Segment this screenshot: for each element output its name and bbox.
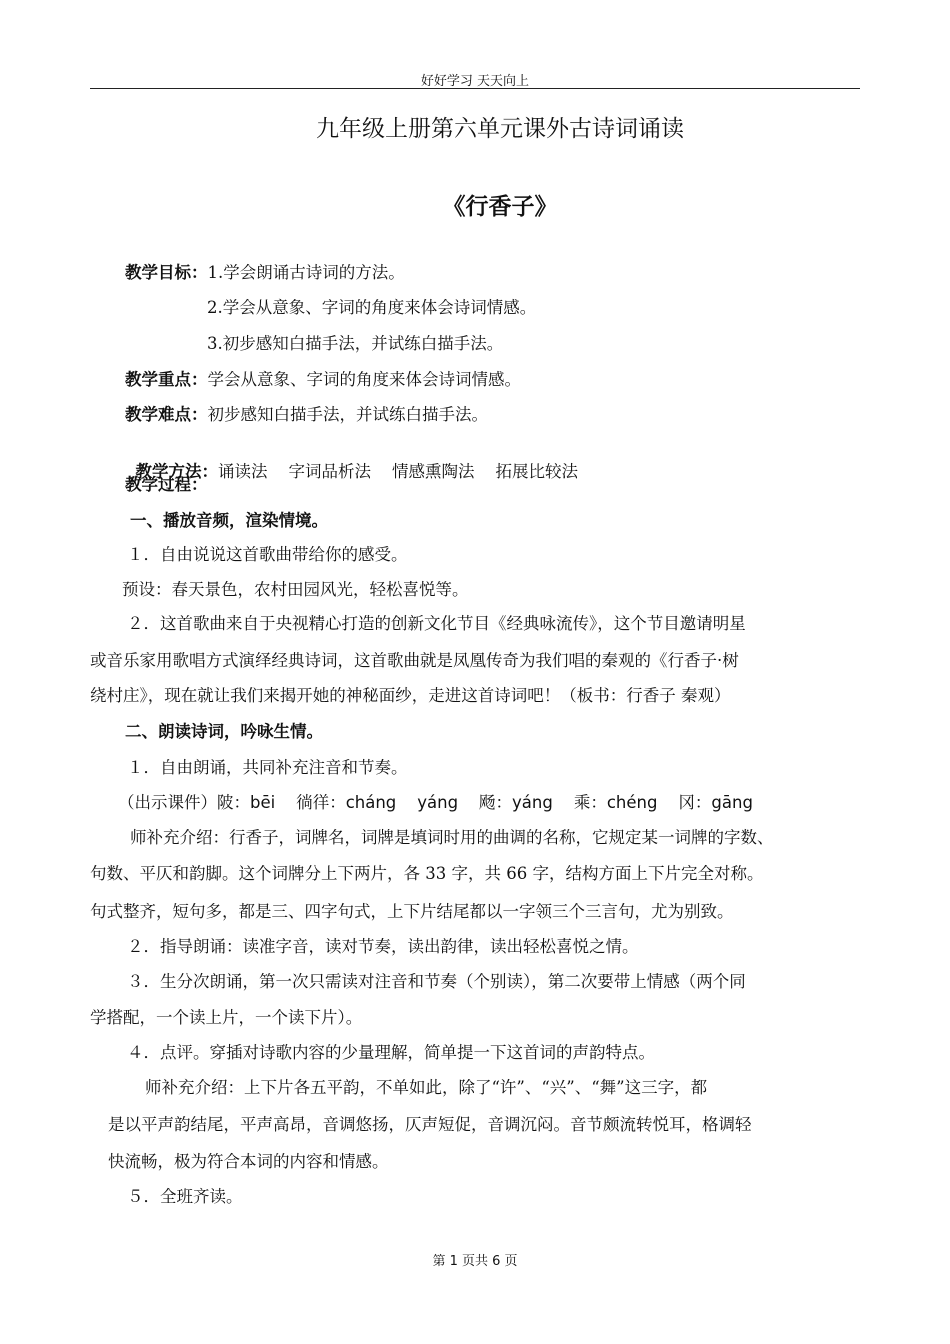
paragraph-line: ５．全班齐读。 bbox=[127, 1187, 243, 1206]
paragraph-line: 句数、平仄和韵脚。这个词牌分上下两片，各 33 字，共 66 字，结构方面上下片完全对称。 bbox=[90, 864, 764, 883]
poem-title: 《行香子》 bbox=[442, 194, 558, 220]
paragraph-line: 是以平声韵结尾，平声高昂，音调悠扬，仄声短促，音调沉闷。音节颇流转悦耳，格调轻 bbox=[108, 1115, 752, 1134]
paragraph-line: 师补充介绍：上下片各五平韵，不单如此，除了“许”、“兴”、“舞”这三字，都 bbox=[145, 1078, 708, 1097]
paragraph-line: 或音乐家用歌唱方式演绎经典诗词，这首歌曲就是凤凰传奇为我们唱的秦观的《行香子·树 bbox=[90, 651, 739, 670]
section-heading: 一、播放音频，渲染情境。 bbox=[130, 511, 328, 530]
paragraph-line: １．自由朗诵，共同补充注音和节奏。 bbox=[127, 758, 408, 777]
objective-item: 3.初步感知白描手法，并试练白描手法。 bbox=[207, 334, 504, 353]
paragraph-line: ２．指导朗诵：读准字音，读对节奏，读出韵律，读出轻松喜悦之情。 bbox=[127, 937, 639, 956]
section-heading: 二、朗读诗词，吟咏生情。 bbox=[125, 722, 323, 741]
page-footer: 第 1 页共 6 页 bbox=[432, 1254, 518, 1269]
page-header: 好好学习 天天向上 bbox=[420, 74, 530, 89]
objective-item: 1.学会朗诵古诗词的方法。 bbox=[207, 263, 405, 282]
paragraph-line: ３．生分次朗诵，第一次只需读对注音和节奏（个别读），第二次要带上情感（两个同 bbox=[127, 972, 746, 991]
pinyin-line: （出示课件）陂：bēi 徜徉：cháng yáng 飏：yáng 乘：chéng 冈：gāng bbox=[118, 793, 753, 812]
methods-label: 教学方法： bbox=[135, 462, 218, 481]
paragraph-line: 绕村庄》，现在就让我们来揭开她的神秘面纱，走进这首诗词吧！（板书：行香子 秦观） bbox=[90, 686, 731, 705]
page-title: 九年级上册第六单元课外古诗词诵读 bbox=[316, 116, 684, 142]
difficulty-text: 初步感知白描手法，并试练白描手法。 bbox=[207, 405, 488, 424]
process-label: 教学过程： bbox=[125, 475, 208, 494]
paragraph-line: 句式整齐，短句多，都是三、四字句式，上下片结尾都以一字领三个三言句，尤为别致。 bbox=[90, 902, 734, 921]
key-point-row bbox=[125, 369, 521, 391]
paragraph-line: 预设：春天景色，农村田园风光，轻松喜悦等。 bbox=[122, 580, 469, 599]
objectives-label: 教学目标： bbox=[125, 263, 208, 282]
difficulty-row bbox=[125, 404, 488, 426]
paragraph-line: ２．这首歌曲来自于央视精心打造的创新文化节目《经典咏流传》，这个节目邀请明星 bbox=[127, 614, 746, 633]
key-point-text: 学会从意象、字词的角度来体会诗词情感。 bbox=[207, 370, 521, 389]
methods-text: 诵读法 字词品析法 情感熏陶法 拓展比较法 bbox=[218, 462, 578, 481]
objective-item: 2.学会从意象、字词的角度来体会诗词情感。 bbox=[207, 298, 537, 317]
paragraph-line: １．自由说说这首歌曲带给你的感受。 bbox=[127, 545, 408, 564]
objectives-row bbox=[125, 262, 405, 284]
difficulty-label: 教学难点： bbox=[125, 405, 208, 424]
paragraph-line: 快流畅，极为符合本词的内容和情感。 bbox=[108, 1152, 389, 1171]
key-point-label: 教学重点： bbox=[125, 370, 208, 389]
header-divider bbox=[90, 88, 860, 89]
paragraph-line: 师补充介绍：行香子，词牌名，词牌是填词时用的曲调的名称，它规定某一词牌的字数、 bbox=[130, 828, 774, 847]
paragraph-line: 学搭配，一个读上片，一个读下片）。 bbox=[90, 1008, 363, 1027]
paragraph-line: ４．点评。穿插对诗歌内容的少量理解，简单提一下这首词的声韵特点。 bbox=[127, 1043, 655, 1062]
